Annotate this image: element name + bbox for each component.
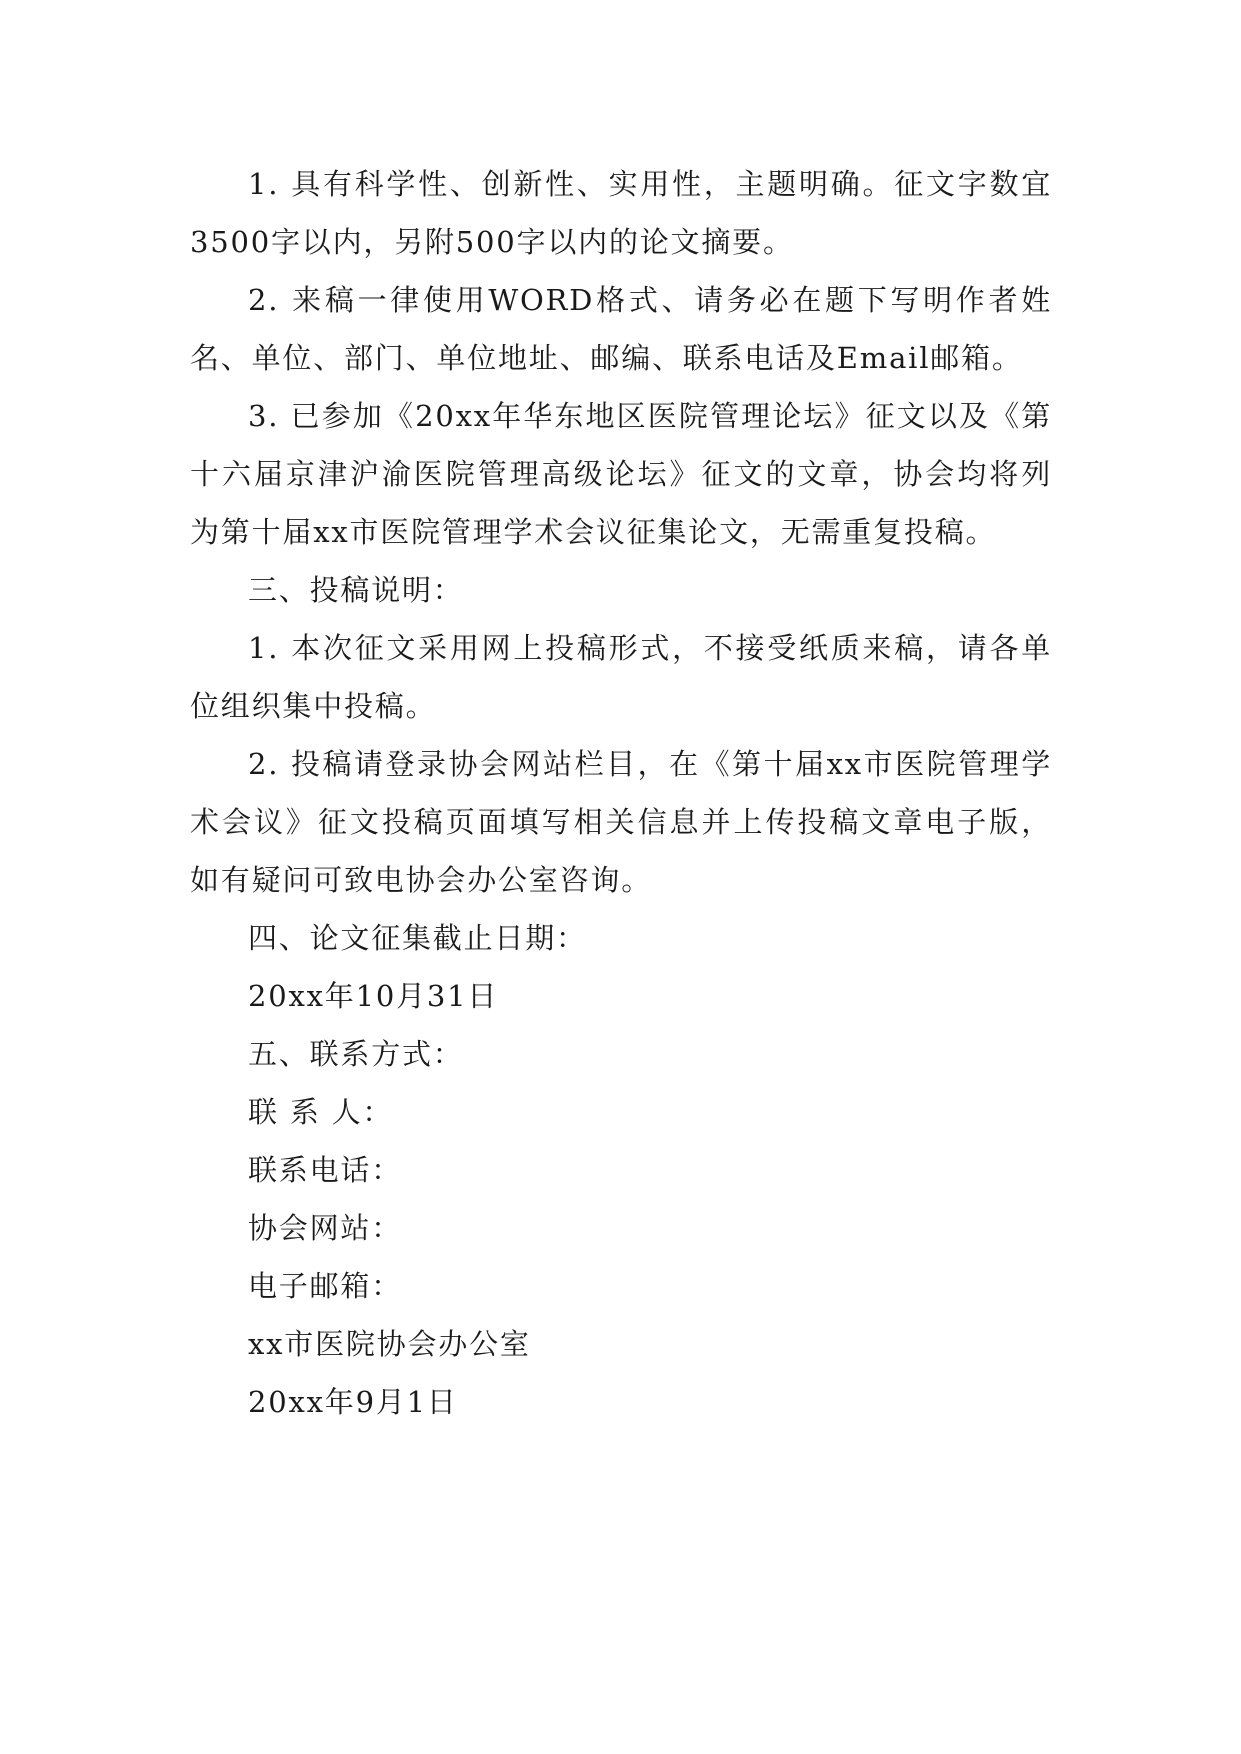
requirement-item-3: 3. 已参加《20xx年华东地区医院管理论坛》征文以及《第十六届京津沪渝医院管理高级论坛》征文的文章，协会均将列为第十届xx市医院管理学术会议征集论文，无需重复投稿。 [190,399,1052,549]
document-body [190,155,1052,1431]
section-deadline-heading: 四、论文征集截止日期： [248,921,587,955]
submission-item-2: 2. 投稿请登录协会网站栏目，在《第十届xx市医院管理学术会议》征文投稿页面填写相关信息并上传投稿文章电子版，如有疑问可致电协会办公室咨询。 [190,747,1052,897]
email-label: 电子邮箱： [248,1269,403,1303]
issuer-name: xx市医院协会办公室 [248,1327,531,1361]
contact-phone-label: 联系电话： [248,1153,403,1187]
website-label: 协会网站： [248,1211,403,1245]
submission-item-1: 1. 本次征文采用网上投稿形式，不接受纸质来稿，请各单位组织集中投稿。 [190,631,1052,723]
requirement-item-2: 2. 来稿一律使用WORD格式、请务必在题下写明作者姓名、单位、部门、单位地址、邮编、联系电话及Email邮箱。 [190,283,1052,375]
contact-person-label: 联 系 人： [248,1095,394,1129]
section-submission-heading: 三、投稿说明： [248,573,464,607]
issue-date: 20xx年9月1日 [248,1385,458,1419]
requirement-item-1: 1. 具有科学性、创新性、实用性，主题明确。征文字数宜3500字以内，另附500字以内的论文摘要。 [190,167,1052,259]
deadline-date: 20xx年10月31日 [248,979,499,1013]
section-contact-heading: 五、联系方式： [248,1037,464,1071]
